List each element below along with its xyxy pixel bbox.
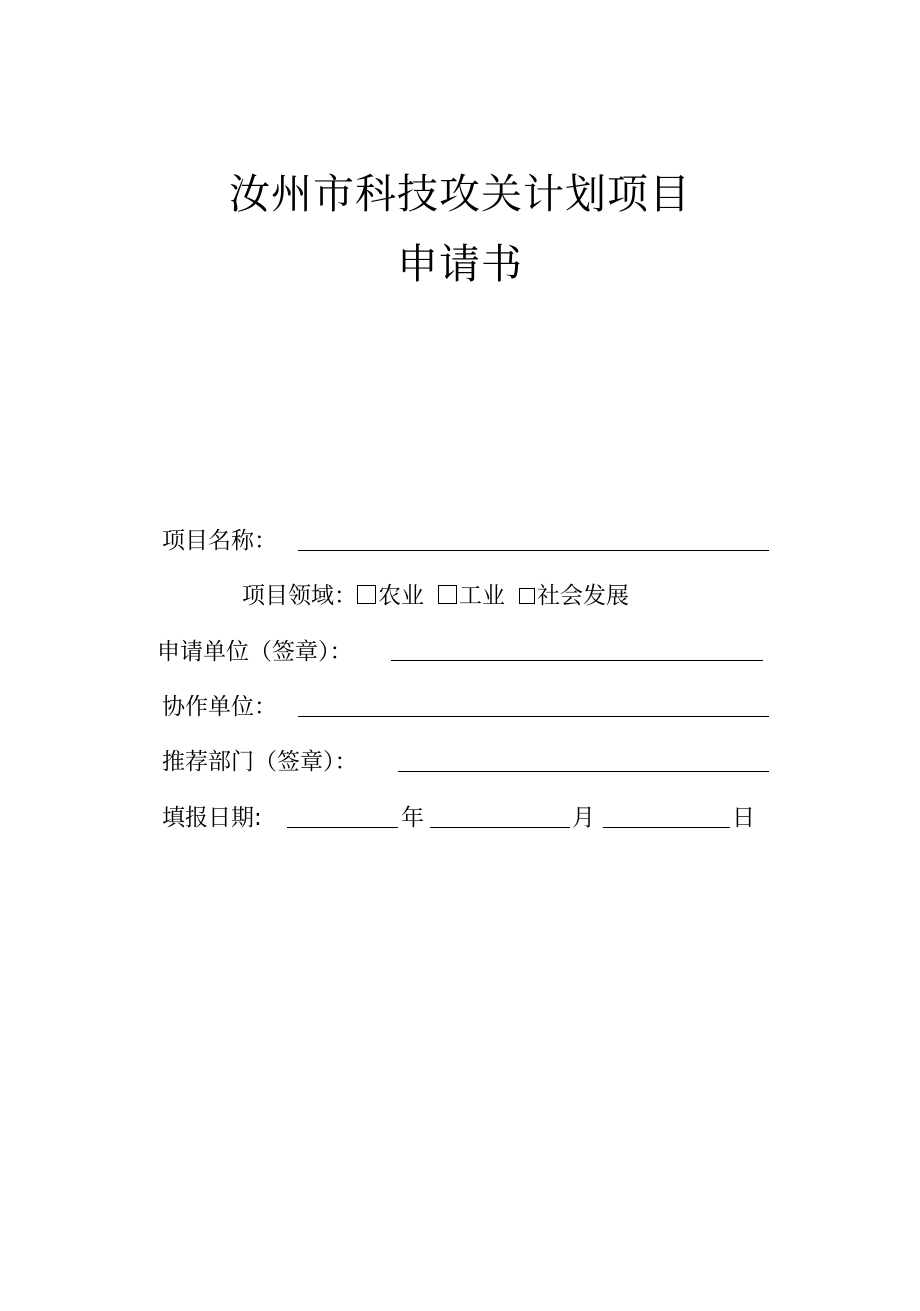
cooperating-unit-field[interactable] bbox=[298, 716, 769, 717]
fill-date-year-field[interactable] bbox=[287, 827, 398, 828]
fill-date-month-label: 月 bbox=[572, 805, 595, 831]
project-name-label: 项目名称： bbox=[162, 528, 277, 554]
project-name-field[interactable] bbox=[298, 550, 769, 551]
checkbox-icon[interactable] bbox=[519, 588, 535, 604]
title-line-2: 申请书 bbox=[397, 240, 523, 288]
project-domain-label: 项目领域： bbox=[242, 583, 357, 609]
project-domain-row bbox=[242, 581, 629, 611]
domain-option-label: 工业 bbox=[459, 583, 505, 609]
cooperating-unit-label: 协作单位： bbox=[162, 694, 277, 720]
domain-option-agriculture[interactable] bbox=[357, 583, 424, 609]
domain-option-label: 农业 bbox=[378, 583, 424, 609]
title-line-1: 汝州市科技攻关计划项目 bbox=[229, 170, 691, 218]
applicant-unit-field[interactable] bbox=[391, 660, 763, 661]
fill-date-day-label: 日 bbox=[732, 805, 755, 831]
checkbox-icon[interactable] bbox=[438, 585, 457, 604]
fill-date-year-label: 年 bbox=[401, 805, 424, 831]
fill-date-month-field[interactable] bbox=[430, 827, 570, 828]
domain-option-industry[interactable] bbox=[438, 583, 505, 609]
checkbox-icon[interactable] bbox=[357, 585, 376, 604]
applicant-unit-label: 申请单位（签章）： bbox=[157, 639, 353, 665]
fill-date-label: 填报日期: bbox=[162, 805, 262, 831]
domain-option-label: 社会发展 bbox=[537, 583, 629, 609]
fill-date-row bbox=[0, 803, 920, 835]
domain-option-social-development[interactable] bbox=[519, 583, 629, 609]
recommending-dept-field[interactable] bbox=[398, 771, 769, 772]
recommending-dept-label: 推荐部门（签章）： bbox=[162, 749, 358, 775]
fill-date-day-field[interactable] bbox=[603, 827, 730, 828]
